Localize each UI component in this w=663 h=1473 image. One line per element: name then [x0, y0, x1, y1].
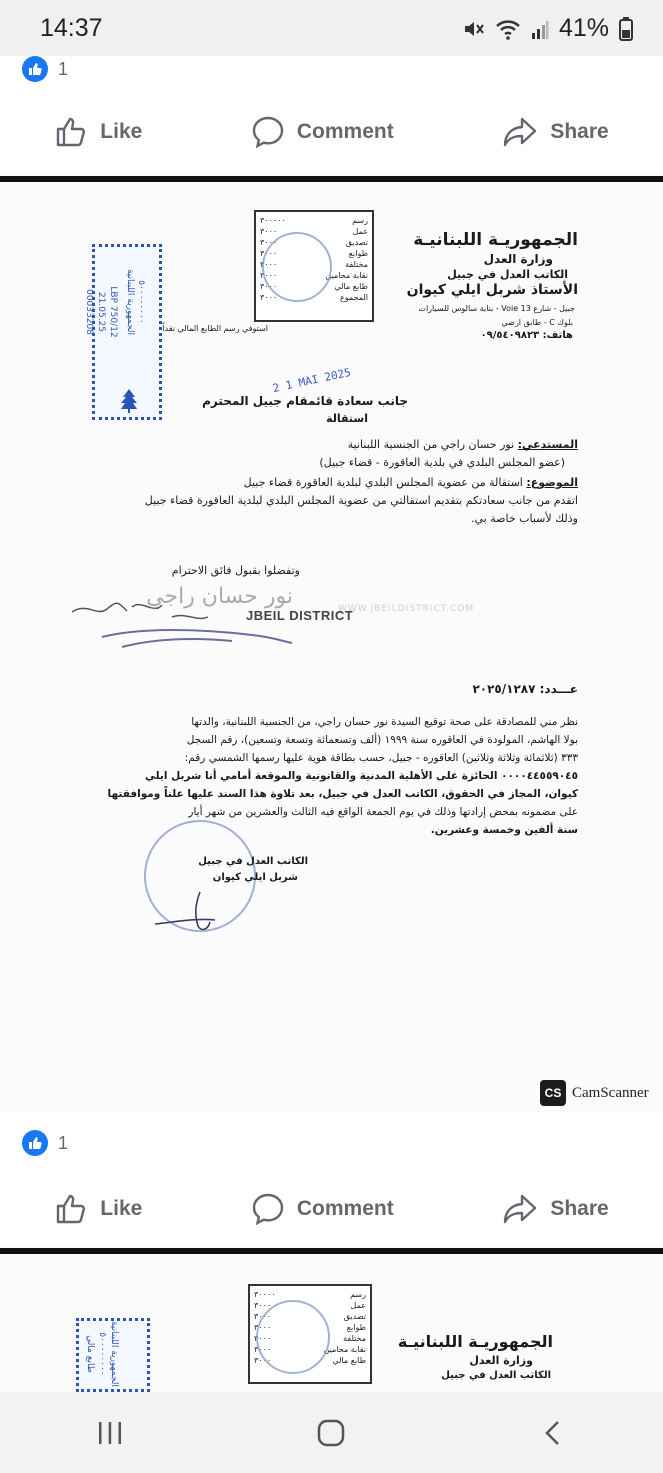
notary-seal: [256, 1300, 330, 1374]
applicant-label: المستدعي:: [517, 438, 578, 451]
number-value: ٢٠٢٥/١٢٨٧: [472, 682, 536, 696]
share-label: Share: [550, 120, 609, 143]
reaction-summary[interactable]: [22, 56, 68, 82]
fee-row: رسم ٣٠٠٠٠٠: [260, 216, 368, 225]
fee-row: رسم ٣٠٠٠٠: [254, 1290, 366, 1299]
comment-button[interactable]: [251, 115, 394, 149]
cedar-icon: [117, 387, 141, 413]
comment-icon: [251, 1192, 285, 1226]
cert-line: ٠٠٠٠٤٤٥٥٩٠٤٥ الحائزة على الأهلية المدنية والقانونية والموقعة أمامي أنا شربل ايلي: [145, 770, 578, 782]
topic-text: استقالة من عضوية المجلس البلدي لبلدية العاقورة قضاء جبيل: [243, 476, 523, 489]
doc-header-address: جبيل - شارع Voie 13 - بناية سالوس للسيارات: [418, 304, 575, 313]
closing-line: وتفضلوا بقبول فائق الاحترام: [171, 564, 300, 577]
scan-border: [0, 176, 663, 182]
reaction-count: 1: [58, 58, 69, 79]
battery-icon: [619, 17, 633, 41]
share-icon: [502, 115, 538, 149]
scan-border: [0, 1248, 663, 1254]
notary-title: الكاتب العدل في جبيل: [198, 856, 308, 867]
reaction-count: 1: [58, 1132, 69, 1153]
applicant-role: (عضو المجلس البلدي في بلدية العاقورة - قضاء جبيل): [319, 456, 565, 469]
post-action-bar: [0, 100, 663, 164]
recent-apps-icon[interactable]: [96, 1419, 124, 1447]
notary-seal: [262, 232, 332, 302]
post-action-bar: [0, 1177, 663, 1241]
addressee: جانب سعادة قائمقام جبيل المحترم: [202, 394, 408, 408]
status-time: 14:37: [40, 14, 103, 42]
fee-row: مختلفة ٣٠٠٠: [260, 260, 368, 269]
stamp-text: ٥٠٠٠٠٠٠٠٠: [136, 280, 146, 324]
doc-header-phone: هاتف: ٠٩/٥٤٠٩٨٢٣: [480, 330, 573, 341]
applicant-line: [348, 438, 578, 451]
thumbs-up-icon: [54, 1192, 88, 1226]
share-button[interactable]: [502, 115, 608, 149]
like-button[interactable]: [54, 1192, 142, 1226]
cert-line: بولا الهاشم، المولودة في العاقوره سنة ١٩٩٩ (ألف وتسعمائة وتسعة وتسعين)، رقم السجل: [186, 734, 578, 746]
mute-icon: [461, 17, 485, 41]
system-navigation-bar: [0, 1392, 663, 1473]
camscanner-logo-icon: CS: [540, 1080, 566, 1106]
stamp-text: ٥٠٠٠٠٠٠٠٠: [97, 1332, 107, 1376]
fee-row: نقابة محامين ٣٠٠٠: [260, 271, 368, 280]
share-label: Share: [550, 1197, 609, 1220]
applicant-name: نور حسان راجي من الجنسية اللبنانية: [347, 438, 515, 451]
doc-header-notary: الكاتب العدل في جبيل: [447, 268, 568, 281]
like-reaction-icon: [22, 1130, 48, 1156]
cert-line: سنة ألفين وخمسة وعشرين.: [430, 824, 578, 836]
doc-header-republic: الجمهوريـة اللبنانيـة: [397, 1332, 553, 1351]
body-line-2: وذلك لأسباب خاصة بي.: [471, 512, 578, 525]
fee-caption: استوفي رسم الطابع المالي نقداً: [162, 324, 268, 333]
stamp-text: LBP 750/12: [108, 286, 118, 338]
reaction-summary[interactable]: [22, 1130, 68, 1156]
fee-row: تصديق ٣٠٠٠: [254, 1312, 366, 1321]
comment-button[interactable]: [251, 1192, 394, 1226]
fee-row: طابع مالي ٣٠٠٠: [260, 282, 368, 291]
camscanner-badge: [540, 1080, 649, 1106]
thumbs-up-icon: [54, 115, 88, 149]
cert-line: ٣٣٣ (ثلاثمائة وثلاثة وثلاثين) العاقوره - جبيل، حسب بطاقة هوية عليها رسمها الشمسي رقم:: [184, 752, 578, 764]
share-icon: [502, 1192, 538, 1226]
jbeil-watermark: JBEIL DISTRICT: [246, 608, 354, 623]
fee-row: تصديق ٣٠٠٠: [260, 238, 368, 247]
like-button[interactable]: [54, 115, 142, 149]
doc-header-notary-name: الأستاذ شربل ايلي كيوان: [406, 282, 578, 298]
like-label: Like: [100, 1197, 143, 1220]
status-icons: [461, 14, 633, 43]
fee-row: المجموع ٣٠٠٠: [260, 293, 368, 302]
stamp-text: الجمهورية اللبنانية: [125, 268, 135, 336]
like-label: Like: [100, 120, 143, 143]
signal-icon: [531, 18, 549, 40]
doc-header-floor: بلوك C - طابق ارضي: [501, 318, 573, 327]
stamp-text: 21.05.25: [96, 291, 106, 333]
camscanner-text: CamScanner: [572, 1084, 649, 1101]
doc-header-ministry: وزارة العدل: [483, 252, 553, 266]
notary-signature: [150, 872, 250, 942]
like-reaction-icon: [22, 56, 48, 82]
doc-header-republic: الجمهوريـة اللبنانيـة: [413, 230, 578, 250]
comment-icon: [251, 115, 285, 149]
cert-line: كيوان، المجاز في الحقوق، الكاتب العدل في جبيل، بعد تلاوة هذا السند عليها علناً وموافقتها: [107, 788, 578, 800]
cert-line: نظر مني للمصادقة على صحة توقيع السيدة نور حسان راجي، من الجنسية اللبنانية، والدتها: [191, 716, 578, 728]
back-icon[interactable]: [539, 1419, 567, 1447]
fee-row: عمل ٣٠٠٠: [260, 227, 368, 236]
fiscal-stamp: [84, 244, 162, 420]
status-bar: [0, 0, 663, 56]
comment-label: Comment: [296, 1197, 394, 1220]
doc-header-notary: الكاتب العدل في جبيل: [441, 1370, 551, 1381]
watermark-url: WWW.JBEILDISTRICT.COM: [338, 604, 475, 614]
home-icon[interactable]: [316, 1418, 346, 1448]
cert-line: على مضمونه بمحض إرادتها وذلك في يوم الجمعة الواقع فيه الثالث والعشرين من شهر أيار: [188, 806, 578, 818]
certification-number: [472, 682, 578, 696]
body-line-1: اتقدم من جانب سعادتكم بتقديم استقالتي من عضوية المجلس البلدي لبلدية العاقورة قضاء جبيل: [144, 494, 578, 507]
date-stamp: 2 1 MAI 2025: [271, 365, 352, 396]
fee-row: طابع مالي ٣٠٠٠: [254, 1356, 366, 1365]
battery-level: 41%: [558, 14, 609, 42]
post-image-document[interactable]: [0, 172, 663, 1112]
fee-row: طوابع ٣٠٠٠: [254, 1323, 366, 1332]
number-label: عـــدد:: [539, 682, 578, 696]
comment-label: Comment: [296, 120, 394, 143]
doc-header-ministry: وزارة العدل: [469, 1354, 533, 1367]
share-button[interactable]: [502, 1192, 608, 1226]
topic-line: [244, 476, 578, 489]
subject-word: استقالة: [326, 412, 368, 425]
notary-signature-name: شربل ايلي كيوان: [212, 872, 298, 883]
signature-name: نور حسان راجي: [146, 584, 293, 609]
topic-label: الموضوع:: [526, 476, 578, 489]
stamp-text: طابع مالي: [85, 1335, 95, 1373]
stamp-text: 00033208: [84, 289, 94, 335]
fiscal-stamp: [76, 1318, 150, 1392]
stamp-text: الجمهورية اللبنانية: [109, 1320, 119, 1388]
post-image-document[interactable]: [0, 1246, 663, 1392]
fee-row: نقابة محامين ٣٠٠٠: [254, 1345, 366, 1354]
fee-row: مختلفة ٣٠٠٠: [254, 1334, 366, 1343]
wifi-icon: [495, 18, 521, 40]
fee-row: طوابع ٣٠٠٠: [260, 249, 368, 258]
fee-row: عمل ٣٠٠٠: [254, 1301, 366, 1310]
